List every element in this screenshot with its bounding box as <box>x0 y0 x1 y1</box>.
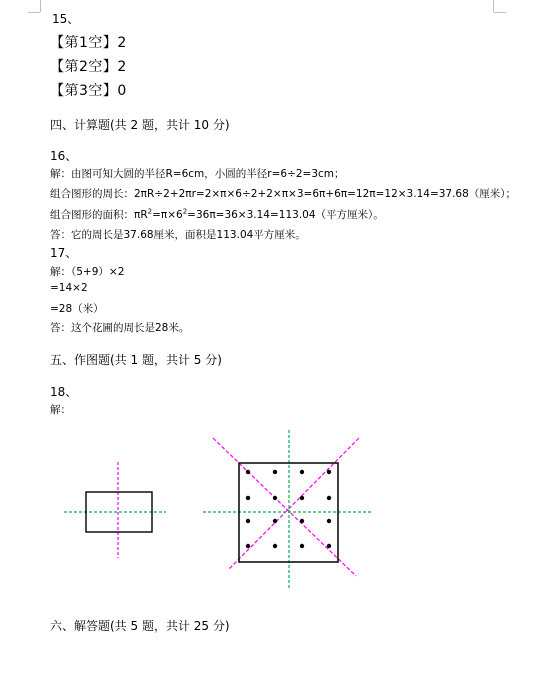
corner-mark-left <box>40 0 41 12</box>
dot <box>273 470 277 474</box>
dot <box>246 519 250 523</box>
q17-solution-line-2: =14×2 <box>50 282 88 294</box>
q16-exponent-1: 2 <box>147 207 153 216</box>
q18-solution-line-1: 解： <box>50 404 71 416</box>
q16-answer-line: 答：它的周长是37.68厘米，面积是113.04平方厘米。 <box>50 229 306 241</box>
dot <box>327 519 331 523</box>
rectangle-figure <box>64 462 166 558</box>
corner-mark-left-h <box>28 12 40 13</box>
question-number-16: 16、 <box>50 149 78 163</box>
q16-line3-part-a: 组合图形的面积：πR <box>50 209 148 221</box>
symmetry-figure <box>0 420 535 610</box>
dot <box>300 544 304 548</box>
q16-exponent-2: 2 <box>182 207 188 216</box>
answer-blank-1: 【第1空】2 <box>50 35 127 51</box>
square-diagonal-axis-1 <box>213 438 356 576</box>
q16-solution-line-1: 解：由图可知大圆的半径R=6cm，小圆的半径r=6÷2=3cm； <box>50 168 345 180</box>
corner-mark-right-h <box>494 12 506 13</box>
q17-solution-line-1: 解：（5+9）×2 <box>50 266 125 278</box>
section-heading-drawing: 五、作图题(共 1 题，共计 5 分) <box>50 353 222 367</box>
answer-blank-3: 【第3空】0 <box>50 83 127 99</box>
dot <box>300 519 304 523</box>
section-heading-answer: 六、解答题(共 5 题，共计 25 分) <box>50 619 230 633</box>
section-heading-calculation: 四、计算题(共 2 题，共计 10 分) <box>50 118 230 132</box>
dot <box>327 470 331 474</box>
q16-line3-part-b: =π×6 <box>152 209 183 221</box>
square-diagonal-axis-2 <box>229 438 359 569</box>
dot <box>327 496 331 500</box>
q16-line3-part-c: =36π=36×3.14=113.04（平方厘米）。 <box>187 209 384 221</box>
dot <box>300 470 304 474</box>
corner-mark-right <box>493 0 494 12</box>
square-figure <box>203 430 372 590</box>
question-number-15: 15、 <box>52 12 80 26</box>
q17-solution-line-3: =28（米） <box>50 303 104 315</box>
dot <box>273 519 277 523</box>
q16-solution-line-2: 组合图形的周长：2πR÷2+2πr=2×π×6÷2+2×π×3=6π+6π=12π=12×3.14=37.68（厘米）； <box>50 188 517 200</box>
dot <box>327 544 331 548</box>
dot <box>246 470 250 474</box>
dot <box>273 496 277 500</box>
question-number-18: 18、 <box>50 385 78 399</box>
dot <box>246 544 250 548</box>
dot <box>246 496 250 500</box>
answer-blank-2: 【第2空】2 <box>50 59 127 75</box>
q17-answer-line: 答：这个花圃的周长是28米。 <box>50 322 190 334</box>
dot <box>300 496 304 500</box>
dot <box>273 544 277 548</box>
q16-solution-line-3 <box>50 207 384 222</box>
question-number-17: 17、 <box>50 246 78 260</box>
